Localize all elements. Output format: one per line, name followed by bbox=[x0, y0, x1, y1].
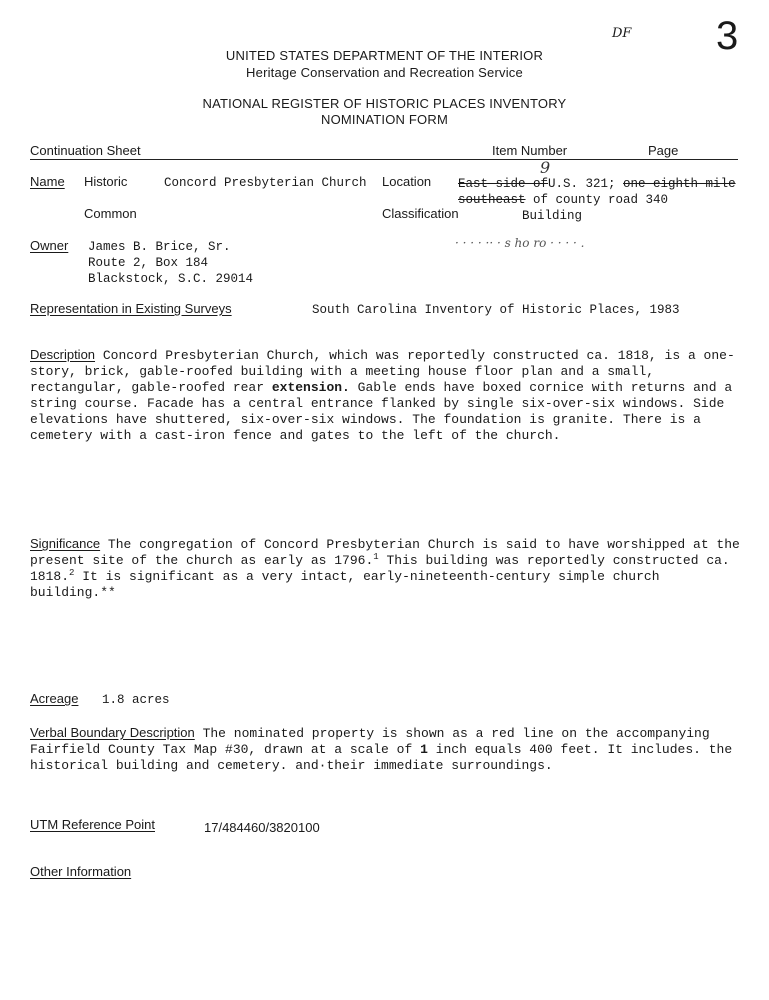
owner-address: Route 2, Box 184 bbox=[88, 256, 209, 270]
header-register: NATIONAL REGISTER OF HISTORIC PLACES INVENTORY bbox=[202, 96, 567, 111]
corner-initials: DF bbox=[612, 26, 632, 41]
significance-text-3: It is significant as a very intact, early-nineteenth-century simple church building.** bbox=[30, 569, 660, 600]
significance-text-1: The congregation of Concord Presbyterian Church is said to have worshipped at the present site of the church as early as 1796. bbox=[30, 537, 740, 568]
utm-label: UTM Reference Point bbox=[30, 817, 155, 832]
location-struck-text-3: southeast bbox=[458, 193, 526, 207]
header-service: Heritage Conservation and Recreation Service bbox=[246, 65, 523, 80]
acreage-label: Acreage bbox=[30, 691, 79, 706]
location-struck-text-2: one-eighth mile bbox=[623, 177, 736, 191]
name-label: Name bbox=[30, 174, 65, 189]
description-bold-word: extension. bbox=[271, 380, 350, 395]
page-label: Page bbox=[648, 143, 679, 158]
significance-text-2: This building was reportedly constructed ca. 1818. bbox=[30, 553, 730, 584]
location-line-2 bbox=[458, 193, 668, 207]
representation-value: South Carolina Inventory of Historic Places, 1983 bbox=[312, 303, 680, 317]
common-label: Common bbox=[84, 206, 137, 221]
continuation-sheet-label: Continuation Sheet bbox=[30, 143, 141, 158]
significance-label: Significance bbox=[30, 536, 101, 551]
owner-city: Blackstock, S.C. 29014 bbox=[88, 272, 254, 286]
location-line-1 bbox=[458, 177, 736, 191]
location-label: Location bbox=[382, 174, 432, 189]
boundary-label: Verbal Boundary Description bbox=[30, 725, 195, 740]
location-handwritten-mark: 9 bbox=[540, 158, 551, 177]
classification-label: Classification bbox=[382, 206, 459, 221]
historic-name-value: Concord Presbyterian Church bbox=[164, 176, 367, 190]
boundary-text-2: inch equals 400 feet. It includes. the historical building and cemetery. and·their immediate surroundings. bbox=[30, 742, 733, 773]
footnote-2: 2 bbox=[69, 568, 75, 578]
sheet-number: 3 bbox=[716, 14, 739, 58]
owner-handwritten-note: · · · · ·· · s ho ro · · · · . bbox=[455, 236, 585, 250]
location-struck-text: East side of bbox=[458, 177, 549, 191]
location-value: U.S. 321; bbox=[548, 177, 616, 191]
header-rule bbox=[30, 159, 738, 160]
classification-value: Building bbox=[522, 209, 583, 223]
item-number-label: Item Number bbox=[492, 143, 568, 158]
utm-value: 17/484460/3820100 bbox=[204, 820, 320, 835]
description-text-2: Gable ends have boxed cornice with returns and a string course. Facade has a central entrance flanked by single six-over-six windows. Side elevations have shuttered, six-over-six windows. The foundation is granite. There is a cemetery with a cast-iron fence and gates to the left of the church. bbox=[30, 380, 733, 443]
boundary-scale-number: 1 bbox=[420, 742, 428, 757]
header-department: UNITED STATES DEPARTMENT OF THE INTERIOR bbox=[225, 48, 544, 63]
description-label: Description bbox=[30, 347, 96, 362]
significance-paragraph bbox=[30, 536, 742, 601]
other-information-label: Other Information bbox=[30, 864, 132, 879]
description-text-1: Concord Presbyterian Church, which was reportedly constructed ca. 1818, is a one-story, brick, gable-roofed building with a meeting house floor plan and a small, rectangular, gable-roofed rear bbox=[30, 348, 735, 395]
acreage-value: 1.8 acres bbox=[102, 693, 170, 707]
header-form-title: NOMINATION FORM bbox=[321, 112, 448, 127]
historic-label: Historic bbox=[84, 174, 128, 189]
boundary-text-1: The nominated property is shown as a red line on the accompanying Fairfield County Tax Map #30, drawn at a scale of bbox=[30, 726, 710, 757]
boundary-paragraph bbox=[30, 725, 762, 774]
owner-label: Owner bbox=[30, 238, 69, 253]
footnote-1: 1 bbox=[373, 552, 379, 562]
owner-name: James B. Brice, Sr. bbox=[88, 240, 231, 254]
description-paragraph bbox=[30, 347, 742, 444]
representation-label: Representation in Existing Surveys bbox=[30, 301, 232, 316]
location-value-2: of county road 340 bbox=[533, 193, 669, 207]
